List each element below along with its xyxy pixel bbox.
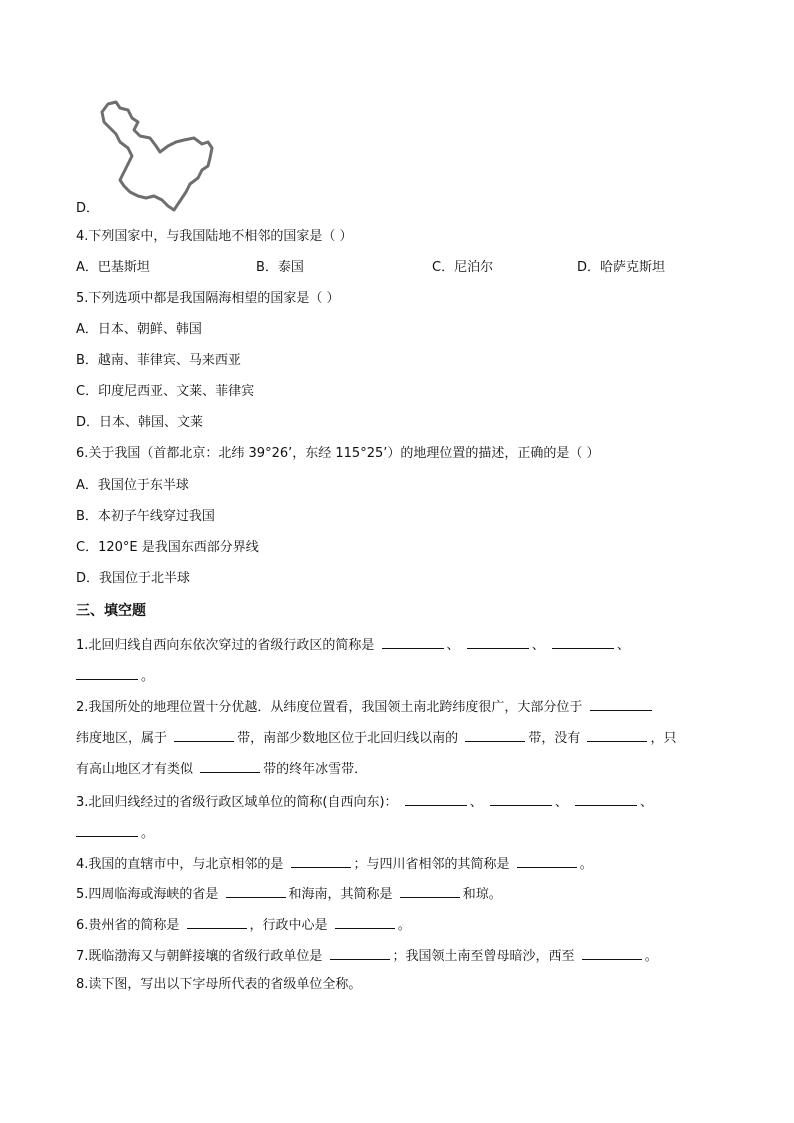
answer-blank[interactable] [575,791,637,806]
q6-option-b[interactable]: B．本初子午线穿过我国 [76,509,215,524]
fill-q4-text-a: 4.我国的直辖市中，与北京相邻的是 [76,857,284,872]
section-title: 三、填空题 [76,603,146,619]
fill-q3-cont [76,822,154,843]
fill-q6 [76,914,411,935]
fill-q1 [76,634,630,655]
answer-blank[interactable] [467,634,529,649]
q5-option-c[interactable]: C．印度尼西亚、文莱、菲律宾 [76,384,255,399]
answer-blank[interactable] [291,853,351,868]
answer-blank[interactable] [587,727,647,742]
answer-blank[interactable] [187,914,247,929]
fill-q2-cont2 [76,758,367,779]
period: 。 [141,826,155,841]
answer-blank[interactable] [76,665,138,680]
fill-q2-text-e: ，只 [650,731,677,746]
answer-blank[interactable] [335,914,395,929]
fill-q2-text-g: 带的终年冰雪带． [263,762,368,777]
q6-option-d[interactable]: D．我国位于北半球 [76,571,191,586]
answer-blank[interactable] [405,791,467,806]
q4-option-a[interactable]: A．巴基斯坦 [76,260,150,275]
province-outline-map [98,100,218,215]
fill-q4-text-c: 。 [579,857,593,872]
separator: 、 [469,795,483,810]
fill-q7-text-a: 7.既临渤海又与朝鲜接壤的省级行政单位是 [76,949,323,964]
answer-blank[interactable] [200,758,260,773]
q4-stem: 4.下列国家中，与我国陆地不相邻的国家是（ ） [76,229,353,244]
fill-q2-text-c: 带，南部少数地区位于北回归线以南的 [237,731,459,746]
fill-q6-text-a: 6.贵州省的简称是 [76,918,180,933]
fill-q5 [76,883,502,904]
separator: 、 [446,638,460,653]
fill-q2 [76,696,655,717]
fill-q2-text: 2.我国所处的地理位置十分优越．从纬度位置看，我国领土南北跨纬度很广，大部分位于 [76,700,583,715]
q6-option-a[interactable]: A．我国位于东半球 [76,478,189,493]
option-d-label: D． [76,201,100,216]
answer-blank[interactable] [174,727,234,742]
fill-q7-text-c: 。 [644,949,658,964]
fill-q5-text-a: 5.四周临海或海峡的省是 [76,887,219,902]
fill-q7-text-b: ；我国领土南至曾母暗沙，西至 [392,949,575,964]
fill-q4-text-b: ；与四川省相邻的其简称是 [353,857,510,872]
q3-option-d[interactable] [76,200,99,218]
answer-blank[interactable] [582,945,642,960]
q5-option-d[interactable]: D．日本、韩国、文莱 [76,415,204,430]
answer-blank[interactable] [330,945,390,960]
q6-option-c[interactable]: C．120°E 是我国东西部分界线 [76,540,259,555]
fill-q6-text-c: 。 [397,918,411,933]
q5-option-a[interactable]: A．日本、朝鲜、韩国 [76,322,202,337]
answer-blank[interactable] [490,791,552,806]
q4-option-d[interactable]: D．哈萨克斯坦 [577,260,666,275]
answer-blank[interactable] [517,853,577,868]
fill-q3 [76,791,653,812]
fill-q7 [76,945,658,966]
fill-q8: 8.读下图，写出以下字母所代表的省级单位全称。 [76,977,362,992]
period: 。 [141,669,155,684]
q6-stem: 6.关于我国（首都北京：北纬 39°26’，东经 115°25’）的地理位置的描述，正确的是（ ） [76,446,600,461]
fill-q4 [76,853,593,874]
q5-option-b[interactable]: B．越南、菲律宾、马来西亚 [76,353,241,368]
fill-q3-text: 3.北回归线经过的省级行政区域单位的简称(自西向东)： [76,795,398,810]
q4-option-c[interactable]: C．尼泊尔 [432,260,494,275]
fill-q5-text-b: 和海南，其简称是 [288,887,393,902]
answer-blank[interactable] [590,696,652,711]
answer-blank[interactable] [552,634,614,649]
answer-blank[interactable] [400,883,460,898]
fill-q2-cont [76,727,676,748]
fill-q6-text-b: ，行政中心是 [249,918,328,933]
separator: 、 [640,795,654,810]
fill-q2-text-f: 有高山地区才有类似 [76,762,194,777]
separator: 、 [531,638,545,653]
answer-blank[interactable] [226,883,286,898]
separator: 、 [554,795,568,810]
fill-q2-text-d: 带，没有 [528,731,581,746]
answer-blank[interactable] [76,822,138,837]
separator: 、 [616,638,630,653]
answer-blank[interactable] [382,634,444,649]
fill-q1-cont [76,665,154,686]
fill-q1-text: 1.北回归线自西向东依次穿过的省级行政区的简称是 [76,638,375,653]
q4-option-b[interactable]: B．泰国 [256,260,304,275]
answer-blank[interactable] [465,727,525,742]
fill-q2-text-b: 纬度地区，属于 [76,731,168,746]
q5-stem: 5.下列选项中都是我国隔海相望的国家是（ ） [76,291,340,306]
fill-q5-text-c: 和琼。 [462,887,502,902]
